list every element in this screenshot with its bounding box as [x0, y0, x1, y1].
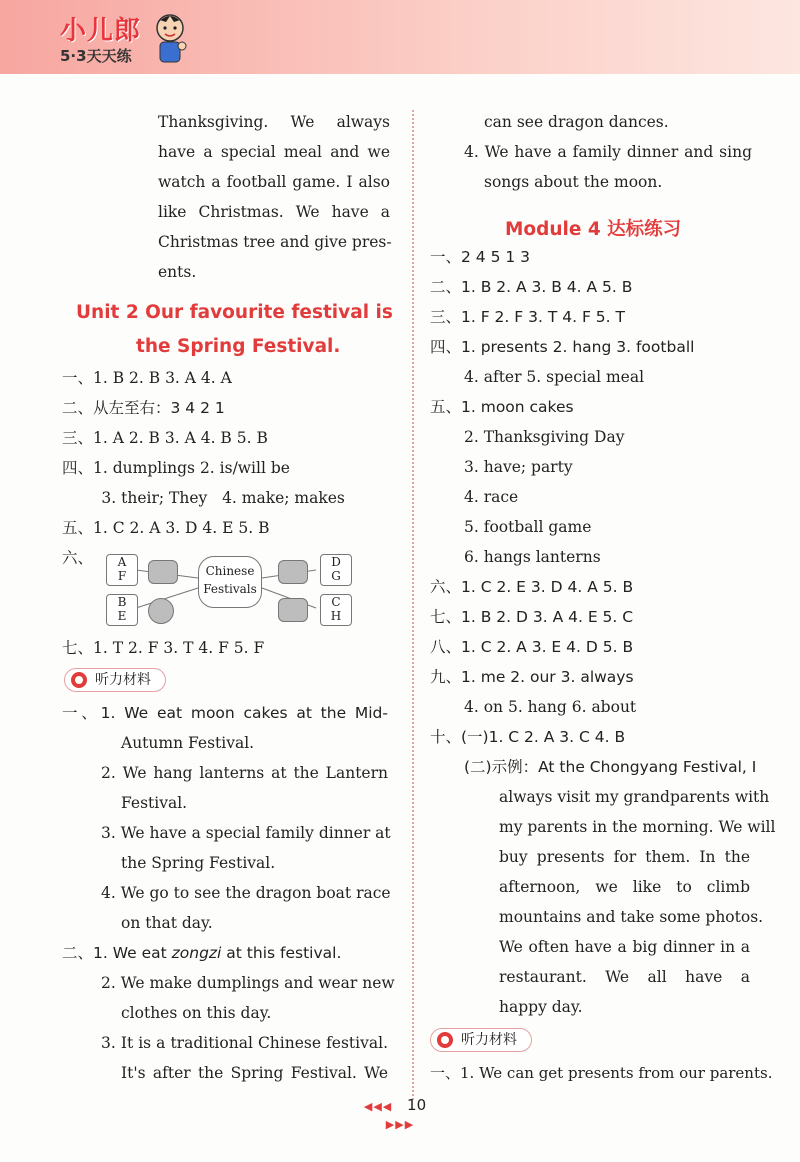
module-line-17: (二)示例：At the Chongyang Festival, I	[464, 758, 757, 776]
module-line-20: buy presents for them. In the	[499, 848, 750, 866]
module-line-23: We often have a big dinner in a	[499, 938, 750, 956]
module-line-11: 六、1. C 2. E 3. D 4. A 5. B	[430, 578, 634, 596]
listening-material-tag: 听力材料	[64, 668, 166, 692]
unit-answer-5: 3. their; They 4. make; makes	[62, 489, 345, 507]
left-line-1: have a special meal and we	[158, 143, 390, 161]
listening-line-2: 2. We hang lanterns at the Lantern	[101, 764, 388, 782]
unit-title-line1: Unit 2 Our favourite festival is	[76, 302, 393, 323]
module-line-2: 三、1. F 2. F 3. T 4. F 5. T	[430, 308, 625, 326]
right-line-2: songs about the moon.	[484, 173, 663, 191]
arrow-left-icon: ◀◀◀	[363, 1100, 393, 1113]
module-title: Module 4 达标练习	[505, 219, 682, 240]
arrow-right-icon: ▶▶▶	[385, 1118, 415, 1131]
right-line-1: 4. We have a family dinner and sing	[464, 143, 752, 161]
listening-line-6: 4. We go to see the dragon boat race	[101, 884, 391, 902]
diagram-box-dg: D G	[320, 554, 352, 586]
brand-logo	[60, 10, 141, 66]
listening-line-8: 二、1. We eat zongzi at this festival.	[62, 944, 342, 962]
listening-line-12: It's after the Spring Festival. We	[121, 1064, 388, 1082]
listening-line-7: on that day.	[121, 914, 213, 932]
diagram-box-ch: C H	[320, 594, 352, 626]
module-line-9: 5. football game	[464, 518, 592, 536]
unit-answer-3: 三、1. A 2. B 3. A 4. B 5. B	[62, 429, 268, 447]
column-divider	[412, 110, 414, 1100]
ball-picture-icon	[148, 598, 174, 624]
module-line-3: 四、1. presents 2. hang 3. football	[430, 338, 695, 356]
unit-answer-1: 一、1. B 2. B 3. A 4. A	[62, 369, 232, 387]
module-line-15: 4. on 5. hang 6. about	[464, 698, 637, 716]
logo-subtitle: 5·3天天练	[60, 47, 132, 65]
module-line-4: 4. after 5. special meal	[464, 368, 645, 386]
diagram-center: Chinese Festivals	[198, 556, 262, 608]
listening-right-line: 一、1. We can get presents from our parents.	[430, 1064, 773, 1082]
left-line-5: ents.	[158, 263, 197, 281]
listening-line-5: the Spring Festival.	[121, 854, 276, 872]
listening-line-11: 3. It is a traditional Chinese festival.	[101, 1034, 388, 1052]
unit-answer-6: 五、1. C 2. A 3. D 4. E 5. B	[62, 519, 270, 537]
page-number	[350, 1096, 450, 1132]
diagram-box-af: A F	[106, 554, 138, 586]
food-picture-icon	[148, 560, 178, 584]
flower-picture-icon	[278, 598, 308, 622]
headphones-icon	[71, 672, 87, 688]
module-line-13: 八、1. C 2. A 3. E 4. D 5. B	[430, 638, 634, 656]
left-line-3: like Christmas. We have a	[158, 203, 390, 221]
listening-line-3: Festival.	[121, 794, 188, 812]
module-line-16: 十、(一)1. C 2. A 3. C 4. B	[430, 728, 626, 746]
unit-answer-2: 二、从左至右：3 4 2 1	[62, 399, 225, 417]
seven-answers: 七、1. T 2. F 3. T 4. F 5. F	[62, 639, 265, 657]
diagram-box-be: B E	[106, 594, 138, 626]
module-line-8: 4. race	[464, 488, 519, 506]
mascot-icon	[152, 12, 188, 66]
unit-answer-4: 四、1. dumplings 2. is/will be	[62, 459, 290, 477]
listening-line-0: 一、1. We eat moon cakes at the Mid-	[62, 704, 388, 722]
listening-material-tag-2: 听力材料	[430, 1028, 532, 1052]
festival-diagram	[100, 548, 370, 630]
six-label: 六、	[62, 549, 94, 567]
module-line-5: 五、1. moon cakes	[430, 398, 574, 416]
unit-title-line2: the Spring Festival.	[136, 336, 341, 357]
listening-line-1: Autumn Festival.	[121, 734, 255, 752]
headphones-icon	[437, 1032, 453, 1048]
module-line-24: restaurant. We all have a	[499, 968, 750, 986]
module-line-21: afternoon, we like to climb	[499, 878, 750, 896]
right-line-0: can see dragon dances.	[484, 113, 669, 131]
left-line-0: Thanksgiving. We always	[158, 113, 390, 131]
listening-line-9: 2. We make dumplings and wear new	[101, 974, 395, 992]
module-line-0: 一、2 4 5 1 3	[430, 248, 531, 266]
module-line-6: 2. Thanksgiving Day	[464, 428, 625, 446]
module-line-7: 3. have; party	[464, 458, 573, 476]
page-header	[0, 0, 800, 74]
module-line-19: my parents in the morning. We will	[499, 818, 776, 836]
left-line-2: watch a football game. I also	[158, 173, 390, 191]
listening-line-10: clothes on this day.	[121, 1004, 272, 1022]
module-line-1: 二、1. B 2. A 3. B 4. A 5. B	[430, 278, 633, 296]
module-line-12: 七、1. B 2. D 3. A 4. E 5. C	[430, 608, 634, 626]
left-line-4: Christmas tree and give pres-	[158, 233, 392, 251]
logo-title: 小儿郎	[60, 16, 142, 46]
module-line-18: always visit my grandparents with	[499, 788, 770, 806]
lantern-picture-icon	[278, 560, 308, 584]
listening-line-4: 3. We have a special family dinner at	[101, 824, 391, 842]
page-number-text: 10	[407, 1096, 427, 1114]
module-line-22: mountains and take some photos.	[499, 908, 764, 926]
module-line-14: 九、1. me 2. our 3. always	[430, 668, 634, 686]
module-line-10: 6. hangs lanterns	[464, 548, 601, 566]
module-line-25: happy day.	[499, 998, 583, 1016]
